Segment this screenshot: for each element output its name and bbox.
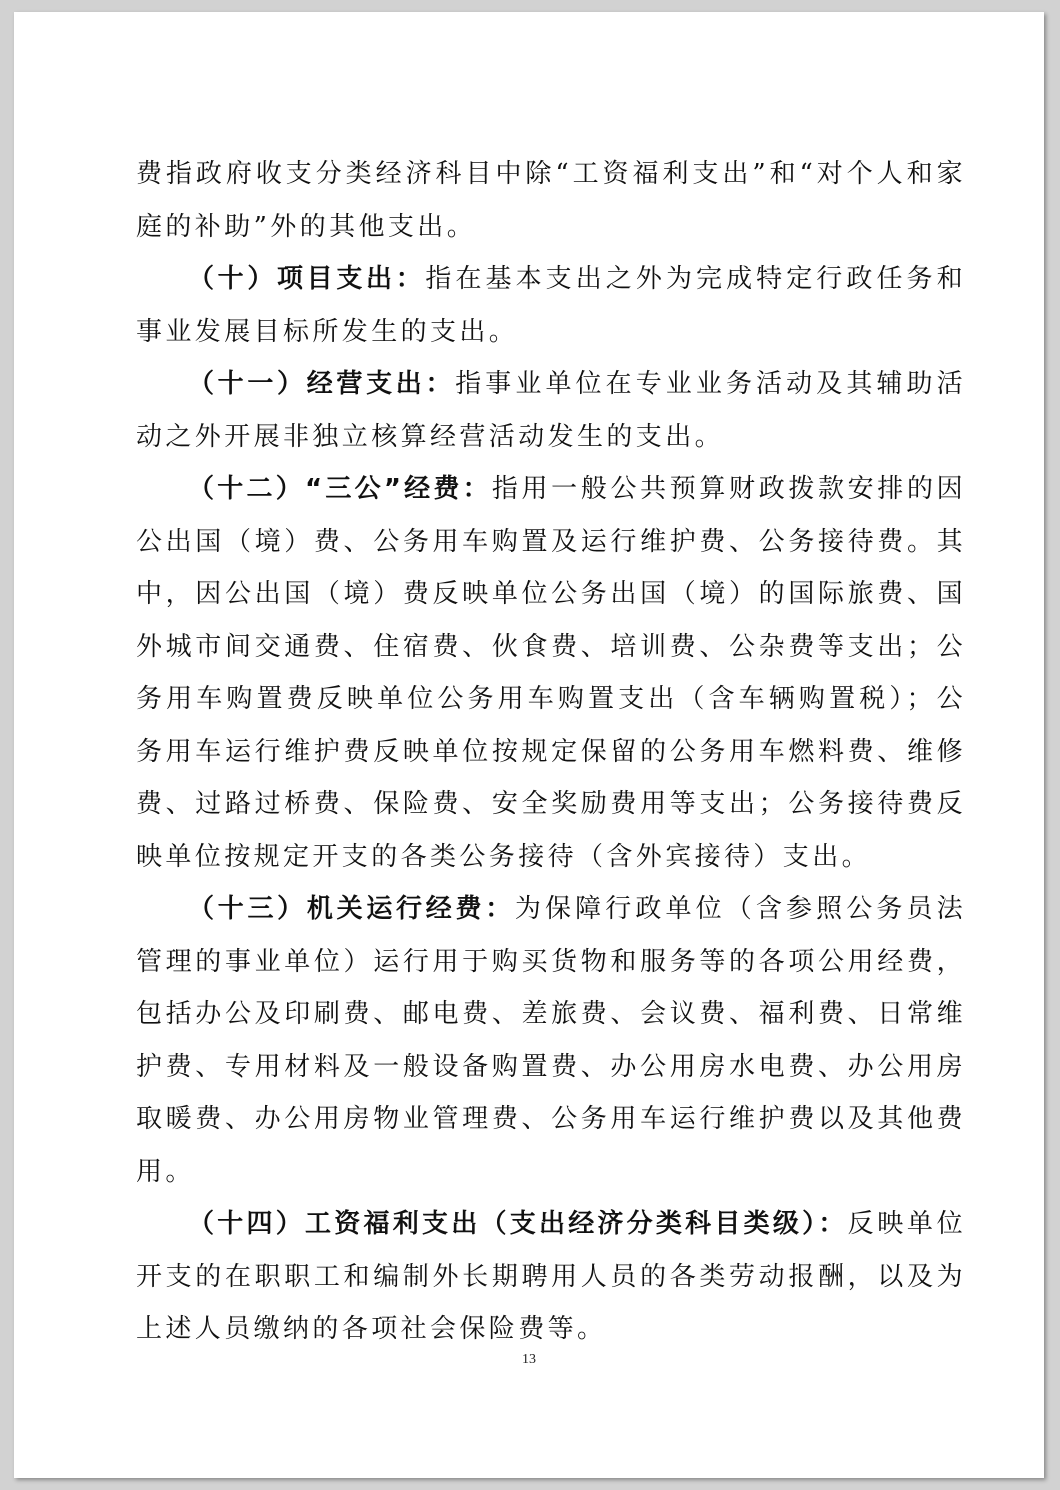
term-heading: （十一）经营支出： [188,369,456,399]
paragraph-text: 反映单位开支的在职职工和编制外长期聘用人员的各类劳动报酬，以及为上述人员缴纳的各项社会保险费等。 [136,1209,966,1344]
paragraph-text: 指用一般公共预算财政拨款安排的因公出国（境）费、公务用车购置及运行维护费、公务接待费。其中，因公出国（境）费反映单位公务出国（境）的国际旅费、国外城市间交通费、住宿费、伙食费、培训费、公杂费等支出；公务用车购置费反映单位公务用车购置支出（含车辆购置税）；公务用车运行维护费反映单位按规定保留的公务用车燃料费、维修费、过路过桥费、保险费、安全奖励费用等支出；公务接待费反映单位按规定开支的各类公务接待（含外宾接待）支出。 [136,474,966,872]
term-heading: （十三）机关运行经费： [188,894,515,924]
term-heading: （十）项目支出： [188,264,426,294]
paragraph-text: 为保障行政单位（含参照公务员法管理的事业单位）运行用于购买货物和服务等的各项公用经费，包括办公及印刷费、邮电费、差旅费、会议费、福利费、日常维护费、专用材料及一般设备购置费、办公用房水电费、办公用房取暖费、办公用房物业管理费、公务用车运行维护费以及其他费用。 [136,894,966,1187]
paragraph-three-public-expenses [136,463,966,883]
paragraph-wage-welfare-expenditure [136,1198,966,1356]
term-heading: （十四）工资福利支出（支出经济分类科目类级）： [188,1209,848,1239]
term-heading: （十二）“三公”经费： [188,474,492,504]
document-page [14,12,1044,1478]
document-body [136,148,966,1356]
paragraph-continuation [136,148,966,253]
paragraph-text: 指事业单位在专业业务活动及其辅助活动之外开展非独立核算经营活动发生的支出。 [136,369,966,452]
paragraph-agency-operating-funds [136,883,966,1198]
paragraph-text: 指在基本支出之外为完成特定行政任务和事业发展目标所发生的支出。 [136,264,966,347]
paragraph-operating-expenditure [136,358,966,463]
paragraph-project-expenditure [136,253,966,358]
paragraph-text: 费指政府收支分类经济科目中除“工资福利支出”和“对个人和家庭的补助”外的其他支出。 [136,159,966,242]
page-number: 13 [522,1352,536,1367]
